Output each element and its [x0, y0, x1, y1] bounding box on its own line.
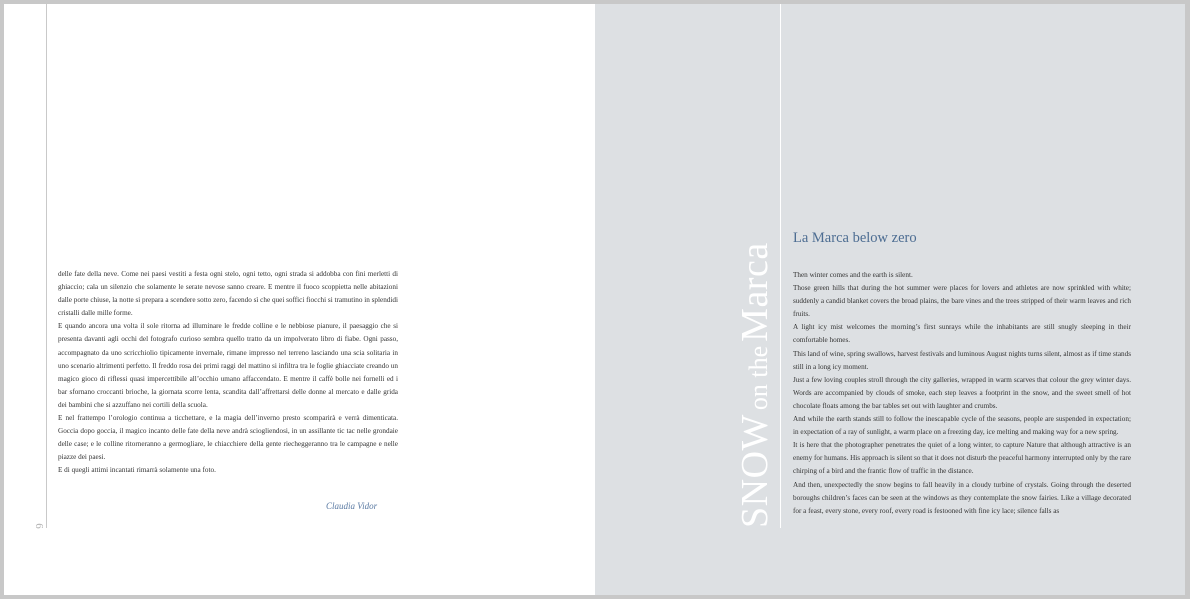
paragraph: A light icy mist welcomes the morning’s first sunrays while the inhabitants are still snugly sleeping in their comfortable homes. — [793, 323, 1131, 345]
paragraph: Those green hills that during the hot summer were places for lovers and athletes are now sprinkled with white; suddenly a candid blanket covers the broad plains, the bare vines and the trees stripped of their warm leaves and rich fruits. — [793, 284, 1131, 319]
section-heading: La Marca below zero — [793, 230, 917, 246]
title-word-marca: Marca — [734, 242, 776, 342]
right-page — [595, 4, 1185, 595]
english-text-body — [793, 269, 1131, 518]
paragraph: It is here that the photographer penetrates the quiet of a long winter, to capture Nature that although attractive is an enemy for humans. His approach is silent so that it does not disturb the peaceful harmony interrupted only by the rare chirping of a bird and the frantic flow of traffic in the distance. — [793, 441, 1131, 476]
title-word-snow: SNOW — [734, 414, 776, 528]
italian-text-body — [58, 268, 398, 478]
paragraph: Then winter comes and the earth is silent. — [793, 271, 913, 279]
paragraph: E di quegli attimi incantati rimarrà solamente una foto. — [58, 466, 216, 475]
page-number: 6 — [33, 523, 45, 529]
paragraph: This land of wine, spring swallows, harvest festivals and luminous August nights turns silent, almost as if time stands still in a long icy moment. — [793, 349, 1131, 371]
paragraph: E nel frattempo l’orologio continua a ticchettare, e la magia dell’inverno presto scomparirà e verrà dimenticata. Goccia dopo goccia, il magico incanto delle fate della neve andrà sciogliendosi, in un assillante tic tac nelle grondaie delle case; e le colline ritorneranno a germogliare, le chiacchiere della gente riecheggeranno tra le campagne e nelle piazze dei paesi. — [58, 414, 398, 462]
paragraph: Just a few loving couples stroll through the city galleries, wrapped in warm scarves that colour the grey winter days. Words are accompanied by clouds of smoke, each step leaves a footprint in the snow, and the sweet smell of hot chocolate floats among the bar tables set out with laughter and crumbs. — [793, 375, 1131, 410]
paragraph: And while the earth stands still to follow the inescapable cycle of the seasons, people are suspended in expectation; in expectation of a ray of sunlight, a warm place on a freezing day, ice melting and making way for a new spring. — [793, 415, 1131, 437]
paragraph: delle fate della neve. Come nei paesi vestiti a festa ogni stelo, ogni tetto, ogni strada si addobba con fini merletti di ghiaccio; cala un silenzio che solamente le serate nevose sanno creare. E mentre il fuoco scoppietta nelle abitazioni dalle porte chiuse, la notte si prepara a scendere sotto zero, facendo sì che quei soffici fiocchi si tramutino in splendidi cristalli dalle mille forme. — [58, 270, 398, 318]
paragraph: E quando ancora una volta il sole ritorna ad illuminare le fredde colline e le nebbiose pianure, il paesaggio che si presenta davanti agli occhi del fotografo curioso sembra quello tratto da un impolverato libro di fiabe. Ogni passo, accompagnato da uno scricchiolio tipicamente invernale, rimane impresso nel terreno lasciando una scia solitaria in uno scenario altrimenti perfetto. Il freddo rosa dei primi raggi del mattino si infiltra tra le foglie ghiacciate creando un magico gioco di riflessi quasi impercettibile all’occhio umano affaccendato. E mentre il caffè bolle nei fornelli ed i bar sfornano croccanti brioche, la giornata scorre lenta, scandita dall’affrettarsi delle donne al mercato e dalle grida dei bambini che si azzuffano nei cortili della scuola. — [58, 322, 398, 409]
author-signature: Claudia Vidor — [326, 501, 378, 511]
paragraph: And then, unexpectedly the snow begins to fall heavily in a cloudy turbine of crystals. Going through the deserted boroughs children’s faces can be seen at the windows as they contemplate the snow fairies. Like a village decorated for a feast, every stone, every roof, every road is festooned with fine icy lace; silence falls as — [793, 480, 1131, 515]
vertical-title — [735, 242, 775, 528]
left-margin-rule — [46, 4, 47, 528]
left-page — [4, 4, 595, 595]
title-word-on-the: on the — [744, 345, 773, 411]
right-margin-rule — [780, 4, 781, 528]
